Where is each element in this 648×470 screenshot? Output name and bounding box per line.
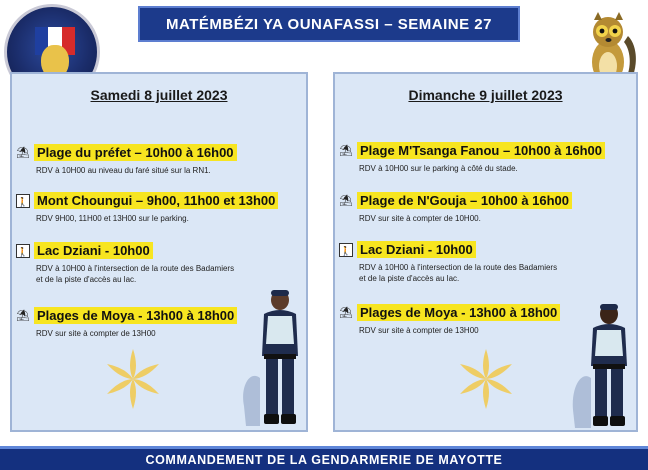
gendarme-illustration bbox=[240, 286, 306, 430]
beach-icon: ⛱ bbox=[16, 309, 30, 322]
hiking-icon: 🚶 bbox=[16, 194, 30, 208]
beach-icon: ⛱ bbox=[16, 146, 30, 159]
gendarme-illustration bbox=[571, 300, 633, 430]
hiking-icon: 🚶 bbox=[339, 243, 353, 257]
day-panel-saturday bbox=[10, 72, 308, 432]
event-name: Plages de Moya - 13h00 à 18h00 bbox=[34, 307, 237, 324]
event-desc: RDV sur site à compter de 10H00. bbox=[359, 214, 481, 223]
event-name: Plage de N'Gouja – 10h00 à 16h00 bbox=[357, 192, 572, 209]
event-desc: RDV à 10H00 au niveau du faré situé sur la RN1. bbox=[36, 166, 211, 175]
beach-icon: ⛱ bbox=[339, 306, 353, 319]
event-desc: RDV à 10H00 à l'intersection de la route des Badamiers et de la piste d'accès au lac. bbox=[359, 263, 558, 283]
footer-bar bbox=[0, 446, 648, 470]
event-desc: RDV sur site à compter de 13H00 bbox=[36, 329, 156, 338]
hiking-icon: 🚶 bbox=[16, 244, 30, 258]
day-panel-sunday bbox=[333, 72, 638, 432]
page-title-text: MATÉMBÉZI YA OUNAFASSI – SEMAINE 27 bbox=[166, 15, 492, 33]
day-title: Dimanche 9 juillet 2023 bbox=[408, 87, 563, 103]
event-item bbox=[16, 242, 296, 285]
event-name: Plage M'Tsanga Fanou – 10h00 à 16h00 bbox=[357, 142, 605, 159]
event-item bbox=[16, 192, 296, 224]
page-title bbox=[138, 6, 520, 42]
event-name: Plages de Moya - 13h00 à 18h00 bbox=[357, 304, 560, 321]
event-name: Lac Dziani - 10h00 bbox=[34, 242, 153, 259]
day-title: Samedi 8 juillet 2023 bbox=[90, 87, 228, 103]
event-name: Lac Dziani - 10h00 bbox=[357, 241, 476, 258]
event-item bbox=[339, 192, 619, 224]
event-name: Mont Choungui – 9h00, 11h00 et 13h00 bbox=[34, 192, 278, 209]
sun-star-decoration bbox=[453, 346, 519, 412]
event-desc: RDV 9H00, 11H00 et 13H00 sur le parking. bbox=[36, 214, 189, 223]
event-desc: RDV sur site à compter de 13H00 bbox=[359, 326, 479, 335]
event-name: Plage du préfet – 10h00 à 16h00 bbox=[34, 144, 237, 161]
event-item bbox=[339, 241, 619, 284]
event-desc: RDV à 10H00 sur le parking à côté du stade. bbox=[359, 164, 518, 173]
event-item bbox=[339, 142, 619, 174]
beach-icon: ⛱ bbox=[339, 144, 353, 157]
event-item bbox=[16, 144, 296, 176]
sun-star-decoration bbox=[100, 346, 166, 412]
beach-icon: ⛱ bbox=[339, 194, 353, 207]
footer-text: COMMANDEMENT DE LA GENDARMERIE DE MAYOTTE bbox=[145, 452, 503, 467]
event-desc: RDV à 10H00 à l'intersection de la route des Badamiers et de la piste d'accès au lac. bbox=[36, 264, 235, 284]
